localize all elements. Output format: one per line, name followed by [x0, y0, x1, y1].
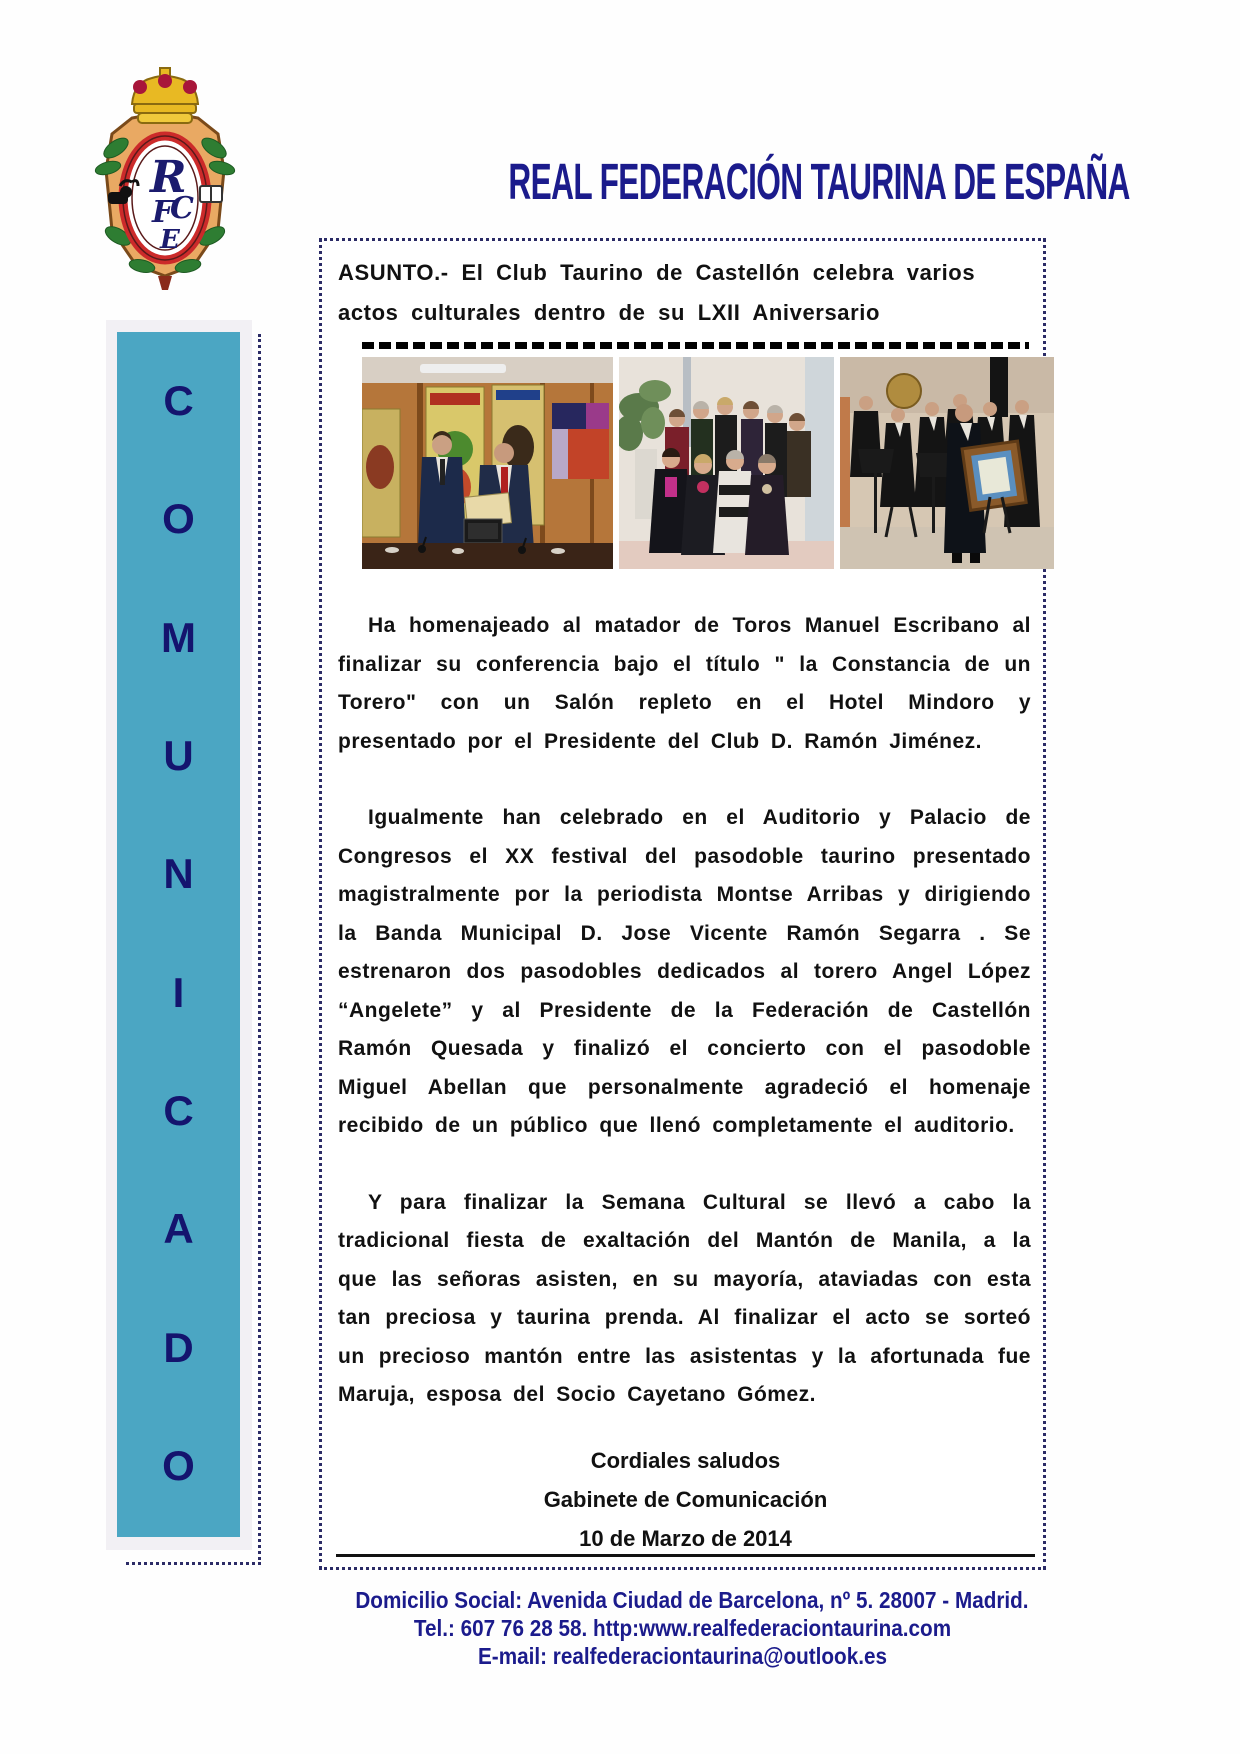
federation-crest-logo [94, 60, 236, 296]
subject-line: ASUNTO.- El Club Taurino de Castellón celebra varios actos culturales dentro de su LXII Aniversario [338, 260, 976, 325]
closing-salutation: Cordiales saludos [590, 1447, 781, 1473]
book-icon [200, 186, 222, 202]
federation-title-text: REAL FEDERACIÓN TAURINA DE ESPAÑA [508, 153, 1130, 210]
svg-text:R: R [150, 152, 187, 203]
conference-homage-photo [362, 357, 613, 569]
page-title [318, 152, 1130, 211]
sidebar-letter: D [163, 1323, 194, 1371]
paragraph-festival: Igualmente han celebrado en el Auditorio y Palacio de Congresos el XX festival del pasodoble taurino presentado magistralmente por la periodista Montse Arribas y dirigiendo la Banda Municipal D. Jose Vicente Ramón Segarra . Se estrenaron dos pasodobles dedicados al torero Angel López “Angelete” y al Presidente de la Federación de Castellón Ramón Quesada y finalizó el concierto con el pasodoble Miguel Abellan que personalmente agradeció el homenaje recibido de un público que llenó completamente el auditorio. [338, 806, 1031, 1137]
crest-icon [94, 60, 236, 296]
footer-email: E-mail: realfederaciontaurina@outlook.es [478, 1643, 887, 1669]
dashed-divider [362, 342, 1029, 349]
sidebar-letter: U [163, 731, 194, 779]
svg-text:C: C [170, 191, 194, 226]
footer-address: Domicilio Social: Avenida Ciudad de Barcelona, nº 5. 28007 - Madrid. [355, 1587, 1029, 1613]
sidebar-letter: N [163, 850, 194, 898]
photo-row [362, 357, 1033, 569]
footer-phone-web: Tel.: 607 76 28 58. http:www.realfederaciontaurina.com [413, 1615, 952, 1641]
svg-text:F: F [152, 195, 174, 230]
band-concert-photo [840, 357, 1054, 569]
comunicado-sidebar [117, 332, 240, 1537]
sidebar-letter: O [162, 1441, 195, 1489]
comunicado-sidebar-frame [106, 320, 252, 1550]
paragraph-manton: Y para finalizar la Semana Cultural se llevó a cabo la tradicional fiesta de exaltación del Mantón de Manila, a la que las señoras asisten, en su mayoría, ataviadas con esta tan preciosa y taurina prenda. Al finalizar el acto se sorteó un precioso mantón entre las asistentas y la afortunada fue Maruja, esposa del Socio Cayetano Gómez. [338, 1190, 1031, 1406]
sidebar-letter: C [163, 1086, 194, 1134]
closing-block [338, 1441, 1033, 1558]
footer-contact-block [319, 1586, 1046, 1670]
closing-department: Gabinete de Comunicación [543, 1486, 828, 1512]
signature-rule [336, 1554, 1035, 1557]
sidebar-letter: A [163, 1205, 194, 1253]
crown-icon [132, 68, 198, 123]
sidebar-letter: M [161, 613, 196, 661]
sidebar-letter: I [172, 968, 185, 1016]
paragraph-homage: Ha homenajeado al matador de Toros Manuel Escribano al finalizar su conferencia bajo el título " la Constancia de un Torero" con un Salón repleto en el Hotel Mindoro y presentado por el Presidente del Club D. Ramón Jiménez. [338, 614, 1031, 753]
svg-text:E: E [160, 225, 180, 255]
notice-box [319, 238, 1046, 1570]
ladies-group-photo [619, 357, 834, 569]
closing-date: 10 de Marzo de 2014 [579, 1525, 792, 1551]
sidebar-letter: O [162, 495, 195, 543]
sidebar-letter: C [163, 377, 194, 424]
